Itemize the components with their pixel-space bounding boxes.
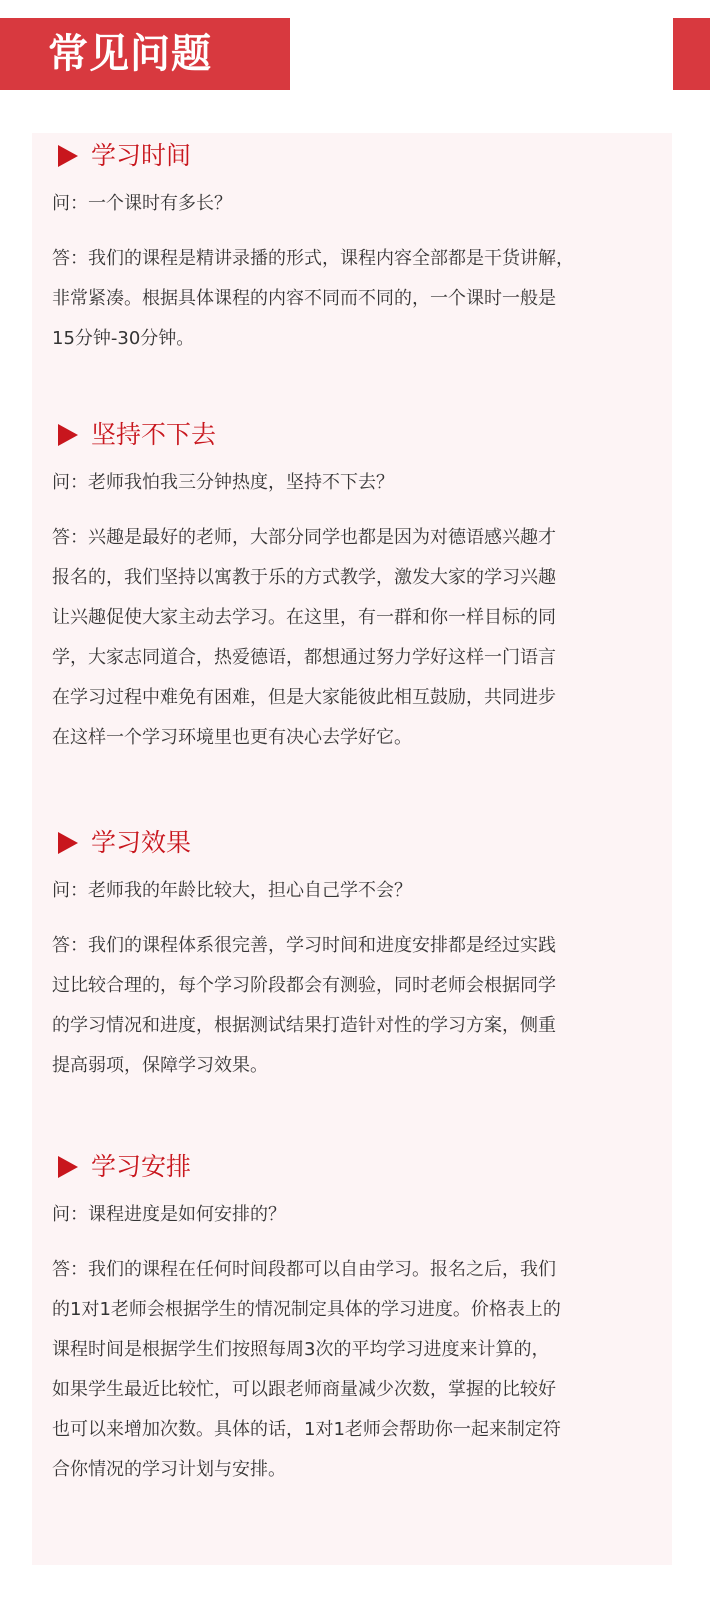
triangle-bullet-icon [58, 1156, 78, 1178]
answer-line: 提高弱项，保障学习效果。 [52, 1055, 268, 1076]
faq-section-persistence [32, 418, 672, 758]
answer-line: 合你情况的学习计划与安排。 [52, 1459, 286, 1480]
answer-line: 课程时间是根据学生们按照每周3次的平均学习进度来计算的， [52, 1339, 550, 1360]
faq-section-study-time [32, 139, 672, 359]
triangle-bullet-icon [58, 424, 78, 446]
answer-line: 的学习情况和进度，根据测试结果打造针对性的学习方案，侧重 [52, 1015, 556, 1036]
answer-line: 答：兴趣是最好的老师，大部分同学也都是因为对德语感兴趣才 [52, 527, 556, 548]
answer-line: 在学习过程中难免有困难，但是大家能彼此相互鼓励，共同进步 [52, 687, 556, 708]
question-text: 问：课程进度是如何安排的？ [52, 1204, 286, 1225]
section-title: 学习效果 [91, 828, 192, 857]
answer-line: 报名的，我们坚持以寓教于乐的方式教学，激发大家的学习兴趣 [52, 567, 556, 588]
section-header [32, 418, 672, 452]
answer-line: 也可以来增加次数。具体的话，1对1老师会帮助你一起来制定符 [52, 1419, 561, 1440]
section-title: 坚持不下去 [91, 420, 217, 449]
section-title: 学习安排 [91, 1152, 192, 1181]
triangle-bullet-icon [58, 145, 78, 167]
question-text: 问：老师我的年龄比较大，担心自己学不会？ [52, 880, 412, 901]
section-header [32, 139, 672, 173]
section-header [32, 1150, 672, 1184]
page-title: 常见问题 [48, 31, 212, 77]
answer-text [52, 239, 652, 359]
answer-line: 让兴趣促使大家主动去学习。在这里，有一群和你一样目标的同 [52, 607, 556, 628]
question-text: 问：老师我怕我三分钟热度，坚持不下去？ [52, 472, 394, 493]
answer-line: 过比较合理的，每个学习阶段都会有测验，同时老师会根据同学 [52, 975, 556, 996]
answer-line: 非常紧凑。根据具体课程的内容不同而不同的，一个课时一般是 [52, 288, 556, 309]
answer-line: 答：我们的课程是精讲录播的形式，课程内容全部都是干货讲解， [52, 248, 574, 269]
faq-panel [32, 133, 672, 1565]
header-banner [0, 18, 290, 90]
answer-line: 答：我们的课程体系很完善，学习时间和进度安排都是经过实践 [52, 935, 556, 956]
triangle-bullet-icon [58, 832, 78, 854]
answer-text [52, 518, 652, 758]
section-header [32, 826, 672, 860]
answer-line: 15分钟-30分钟。 [52, 328, 195, 349]
answer-line: 如果学生最近比较忙，可以跟老师商量减少次数，掌握的比较好 [52, 1379, 556, 1400]
answer-line: 学，大家志同道合，热爱德语，都想通过努力学好这样一门语言 [52, 647, 556, 668]
faq-section-study-arrangement [32, 1150, 672, 1490]
header-accent-block [673, 18, 710, 90]
question-text: 问：一个课时有多长？ [52, 193, 232, 214]
section-title: 学习时间 [91, 141, 192, 170]
answer-line: 答：我们的课程在任何时间段都可以自由学习。报名之后，我们 [52, 1259, 556, 1280]
answer-text [52, 1250, 652, 1490]
faq-section-learning-results [32, 826, 672, 1086]
answer-line: 的1对1老师会根据学生的情况制定具体的学习进度。价格表上的 [52, 1299, 561, 1320]
answer-text [52, 926, 652, 1086]
answer-line: 在这样一个学习环境里也更有决心去学好它。 [52, 727, 412, 748]
